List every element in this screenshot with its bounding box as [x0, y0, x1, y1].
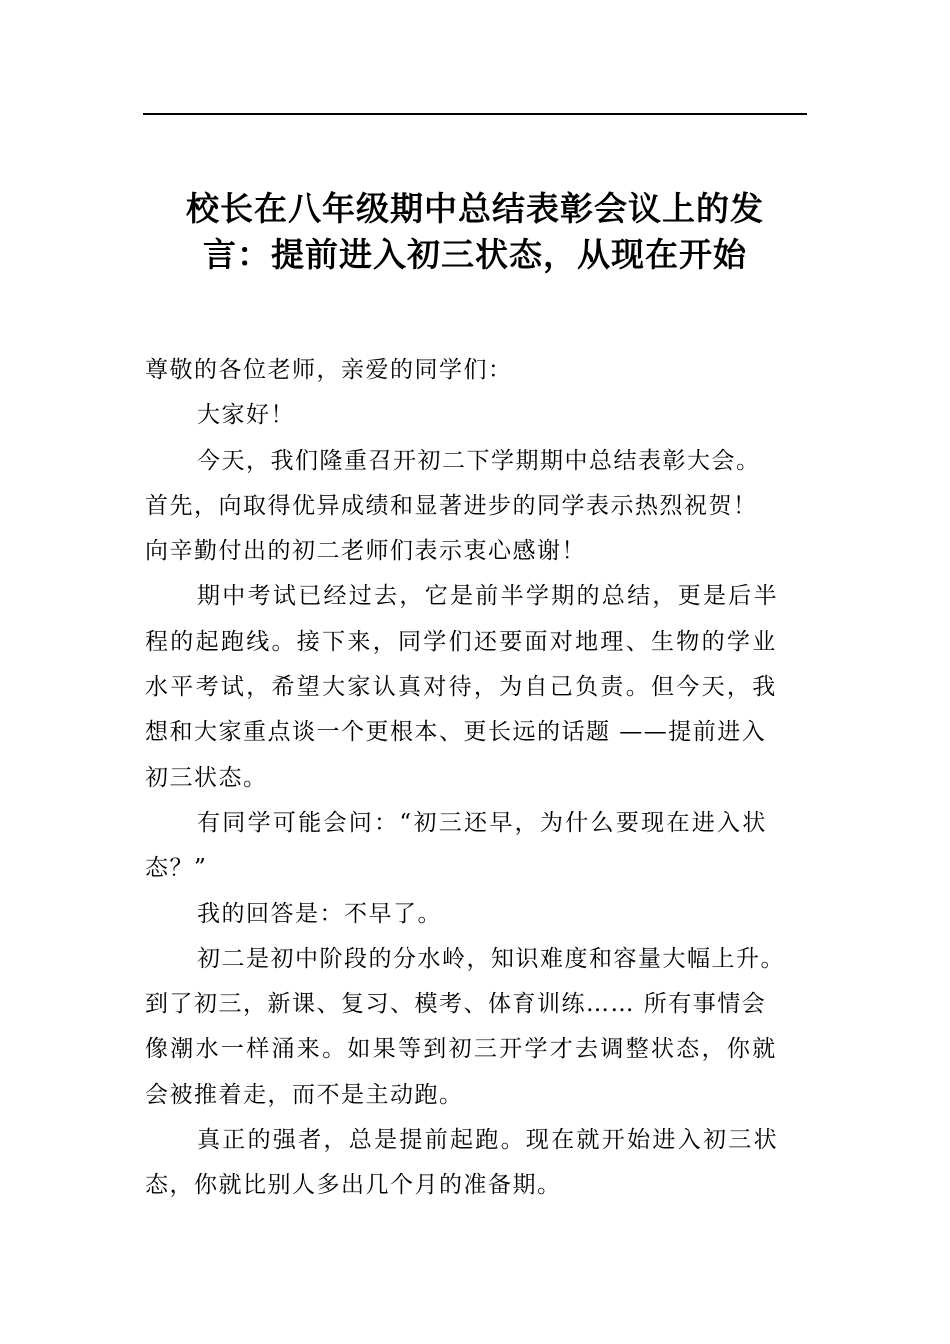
body-line: 程的起跑线。接下来，同学们还要面对地理、生物的学业: [145, 628, 778, 655]
body-line: 水平考试，希望大家认真对待，为自己负责。但今天，我: [145, 674, 778, 701]
body-line: 态？”: [145, 855, 208, 882]
body-line: 向辛勤付出的初二老师们表示衷心感谢！: [145, 538, 586, 565]
salutation: 尊敬的各位老师，亲爱的同学们：: [145, 357, 513, 383]
document-title: [143, 186, 807, 278]
header-rule: [143, 113, 807, 115]
body-line: 想和大家重点谈一个更根本、更长远的话题 ——提前进入: [145, 719, 767, 746]
body-line: 今天，我们隆重召开初二下学期期中总结表彰大会。: [197, 447, 761, 474]
body-line: 初二是初中阶段的分水岭，知识难度和容量大幅上升。: [197, 945, 785, 972]
body-line: 真正的强者，总是提前起跑。现在就开始进入初三状: [197, 1127, 779, 1154]
body-line: 有同学可能会问：“初三还早，为什么要现在进入状: [197, 809, 768, 836]
title-line-2: 言：提前进入初三状态，从现在开始: [203, 235, 747, 274]
body-line: 期中考试已经过去，它是前半学期的总结，更是后半: [197, 583, 779, 610]
body-line: 会被推着走，而不是主动跑。: [145, 1081, 464, 1108]
speech-body: [145, 348, 810, 1209]
body-line: 态，你就比别人多出几个月的准备期。: [145, 1172, 562, 1199]
body-line: 像潮水一样涌来。如果等到初三开学才去调整状态，你就: [145, 1036, 778, 1063]
body-line: 首先，向取得优异成绩和显著进步的同学表示热烈祝贺！: [145, 492, 758, 519]
body-line: 大家好！: [197, 402, 295, 429]
title-line-1: 校长在八年级期中总结表彰会议上的发: [186, 189, 764, 228]
body-line: 我的回答是：不早了。: [197, 900, 442, 927]
body-line: 到了初三，新课、复习、模考、体育训练…… 所有事情会: [145, 991, 767, 1018]
body-line: 初三状态。: [145, 764, 268, 791]
